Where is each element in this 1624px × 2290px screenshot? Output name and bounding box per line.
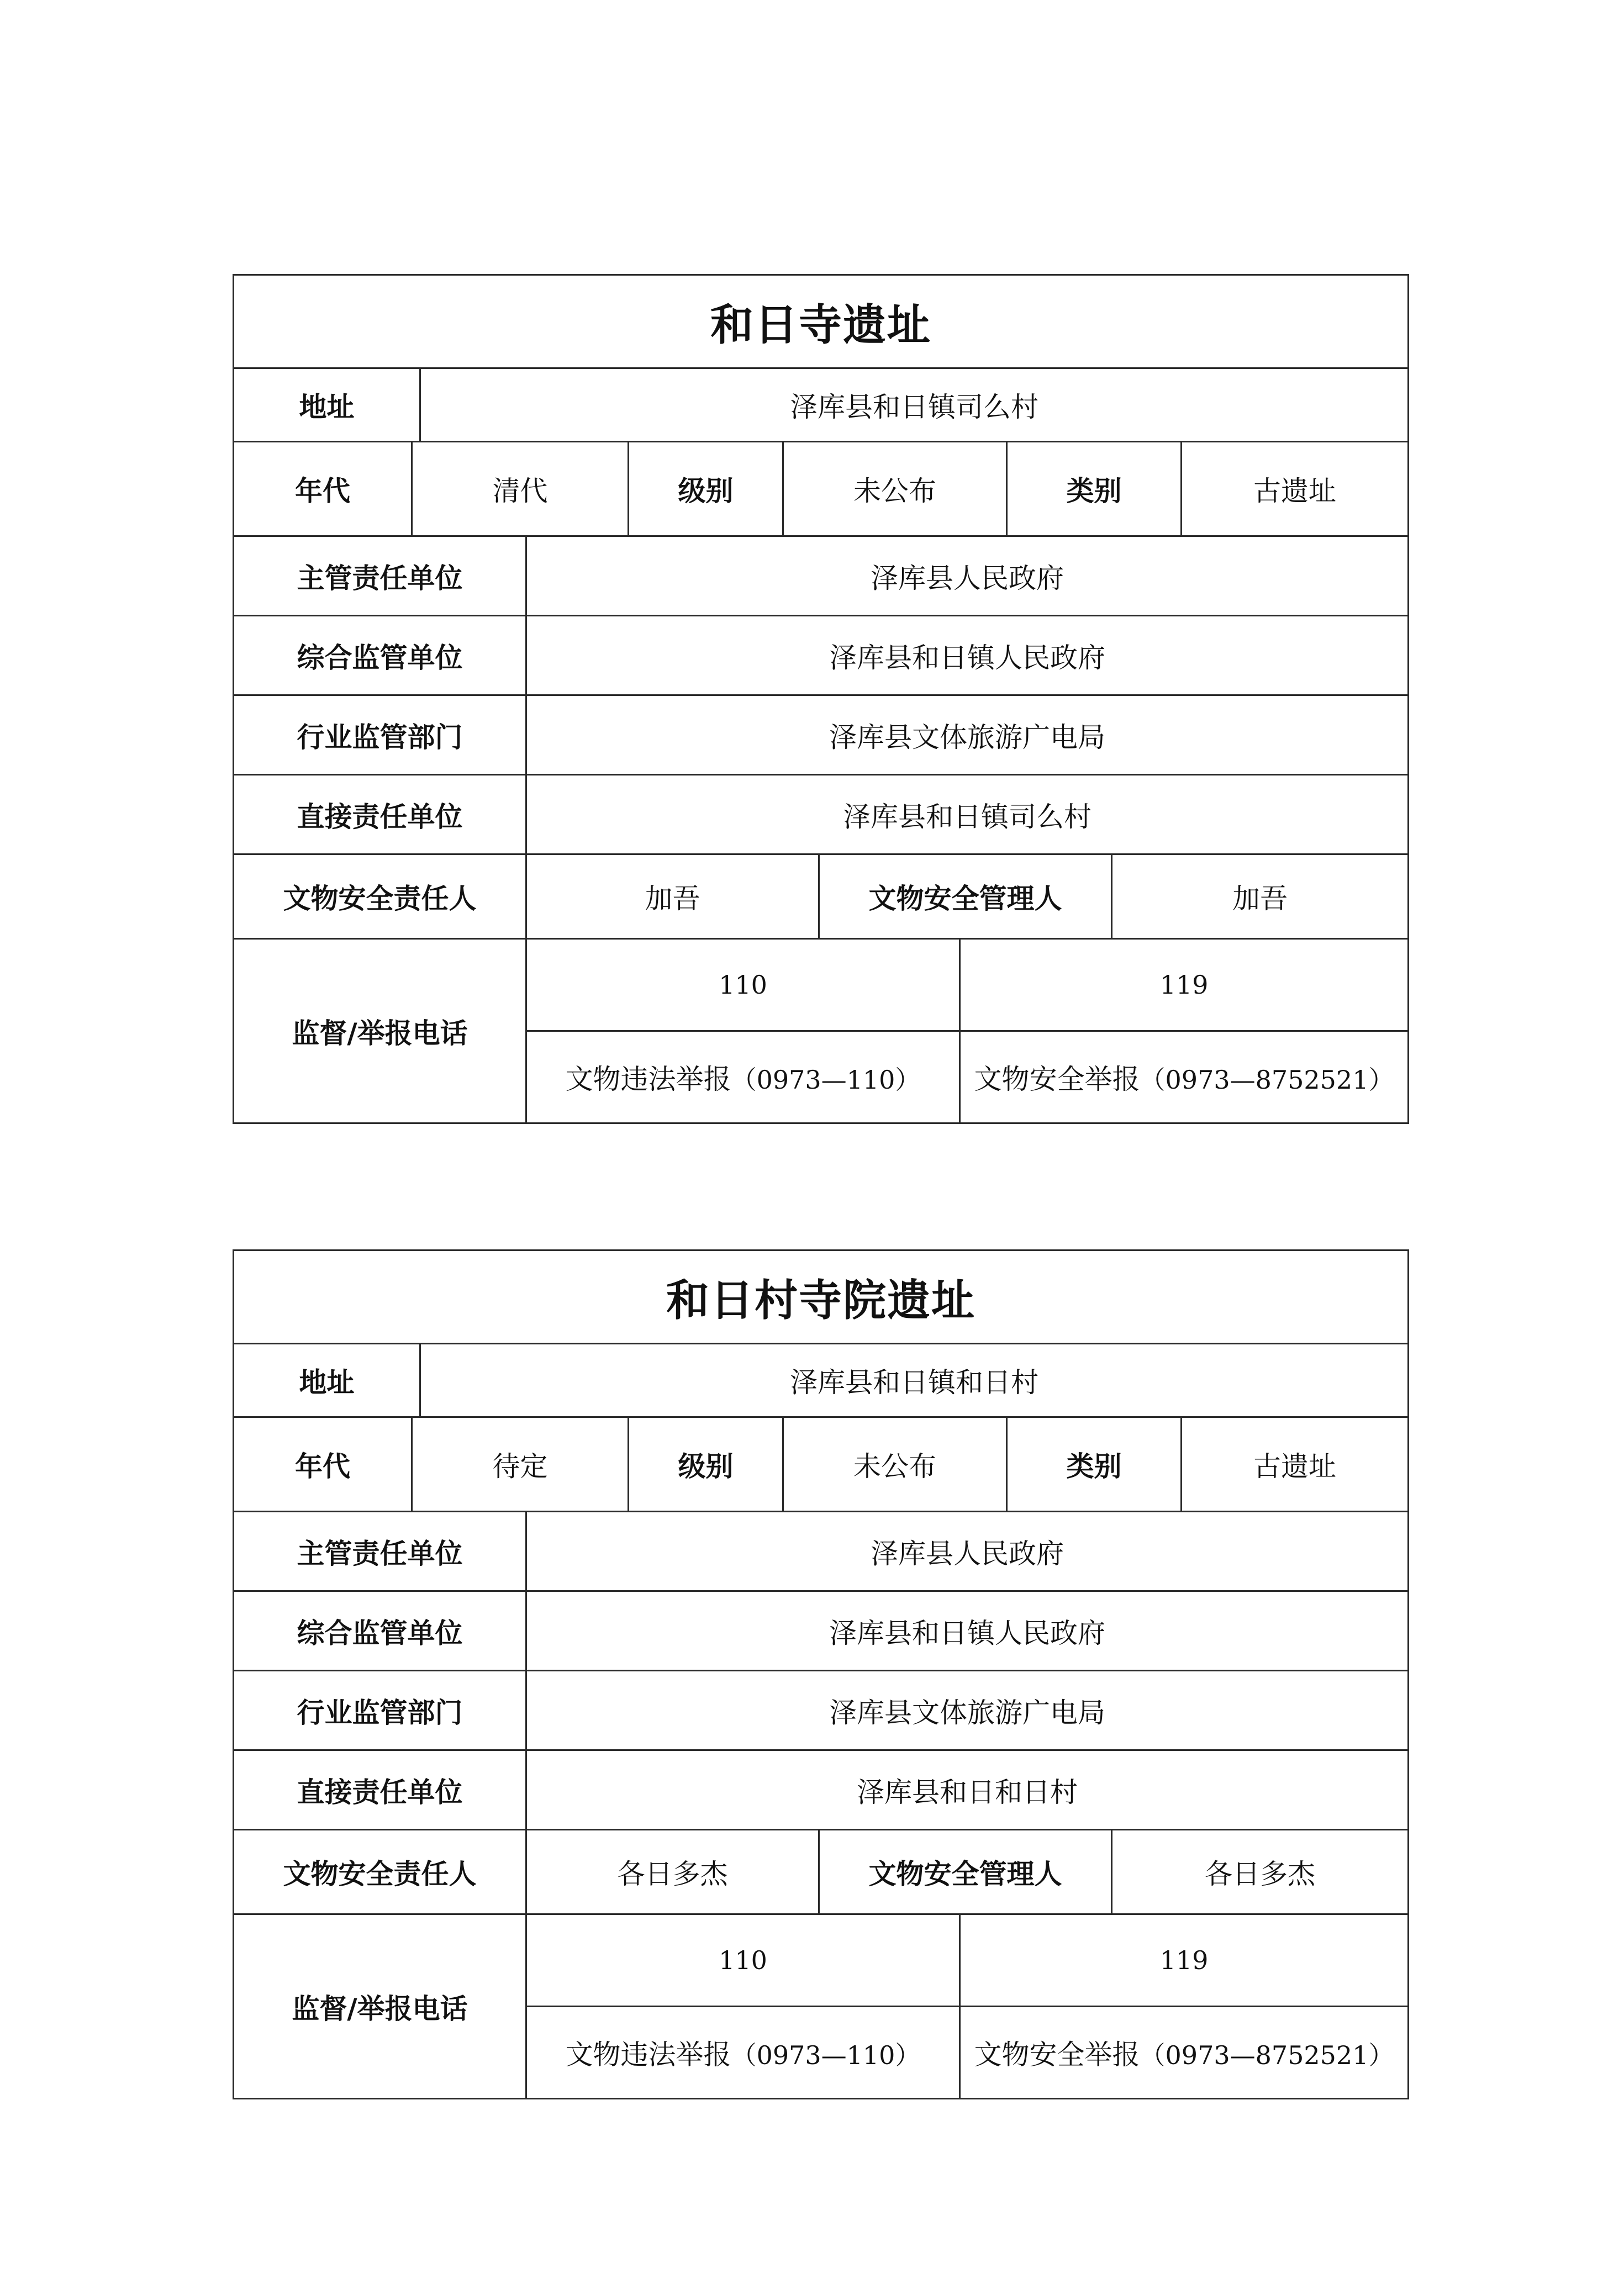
comprehensive-unit-value: 泽库县和日镇人民政府 [526, 616, 1409, 695]
site-units-table [233, 1511, 1409, 1915]
report-safety-text: 文物安全举报 [974, 1063, 1140, 1095]
competent-unit-label: 主管责任单位 [234, 536, 526, 616]
category-label: 类别 [1007, 442, 1182, 536]
safety-manager-label: 文物安全管理人 [819, 1830, 1112, 1914]
safety-manager-value: 各日多杰 [1112, 1830, 1409, 1914]
industry-dept-value: 泽库县文体旅游广电局 [526, 1671, 1409, 1750]
address-label: 地址 [234, 1344, 420, 1417]
hotline-label: 监督/举报电话 [234, 939, 526, 1123]
direct-unit-value: 泽库县和日和日村 [526, 1750, 1409, 1830]
level-label: 级别 [629, 442, 783, 536]
phone-police: 110 [526, 1914, 960, 2007]
report-illegal-number: （0973—110） [731, 2040, 921, 2070]
industry-dept-value: 泽库县文体旅游广电局 [526, 695, 1409, 775]
site-info-table [233, 274, 1409, 442]
address-label: 地址 [234, 368, 420, 442]
address-value: 泽库县和日镇和日村 [420, 1344, 1409, 1417]
era-label: 年代 [234, 442, 412, 536]
era-value: 清代 [412, 442, 629, 536]
report-safety-number: （0973—8752521） [1140, 2040, 1394, 2070]
category-value: 古遗址 [1182, 1417, 1409, 1512]
comprehensive-unit-label: 综合监管单位 [234, 1591, 526, 1671]
safety-responsible-label: 文物安全责任人 [234, 854, 526, 939]
report-illegal [526, 1031, 960, 1123]
competent-unit-label: 主管责任单位 [234, 1512, 526, 1591]
era-value: 待定 [412, 1417, 629, 1512]
address-value: 泽库县和日镇司么村 [420, 368, 1409, 442]
hotline-label: 监督/举报电话 [234, 1914, 526, 2099]
industry-dept-label: 行业监管部门 [234, 695, 526, 775]
site-units-table [233, 535, 1409, 940]
hotline-table [233, 938, 1409, 1124]
report-safety-number: （0973—8752521） [1140, 1065, 1394, 1095]
direct-unit-label: 直接责任单位 [234, 775, 526, 854]
hotline-table [233, 1913, 1409, 2099]
safety-responsible-value: 各日多杰 [526, 1830, 819, 1914]
category-label: 类别 [1007, 1417, 1182, 1512]
safety-manager-value: 加吾 [1112, 854, 1409, 939]
phone-fire: 119 [960, 1914, 1409, 2007]
report-safety-text: 文物安全举报 [974, 2039, 1140, 2071]
report-safety [960, 1031, 1409, 1123]
report-illegal-text: 文物违法举报 [565, 1063, 731, 1095]
site-card-2 [233, 1249, 1407, 2099]
site-title: 和日寺遗址 [234, 275, 1409, 368]
level-value: 未公布 [783, 1417, 1007, 1512]
site-era-table [233, 1416, 1409, 1512]
level-label: 级别 [629, 1417, 783, 1512]
direct-unit-label: 直接责任单位 [234, 1750, 526, 1830]
report-illegal [526, 2007, 960, 2099]
site-title: 和日村寺院遗址 [234, 1250, 1409, 1344]
era-label: 年代 [234, 1417, 412, 1512]
category-value: 古遗址 [1182, 442, 1409, 536]
competent-unit-value: 泽库县人民政府 [526, 1512, 1409, 1591]
safety-manager-label: 文物安全管理人 [819, 854, 1112, 939]
phone-police: 110 [526, 939, 960, 1031]
site-card-1 [233, 274, 1407, 1124]
competent-unit-value: 泽库县人民政府 [526, 536, 1409, 616]
site-era-table [233, 441, 1409, 537]
industry-dept-label: 行业监管部门 [234, 1671, 526, 1750]
report-illegal-text: 文物违法举报 [565, 2039, 731, 2071]
level-value: 未公布 [783, 442, 1007, 536]
direct-unit-value: 泽库县和日镇司么村 [526, 775, 1409, 854]
report-illegal-number: （0973—110） [731, 1065, 921, 1095]
comprehensive-unit-label: 综合监管单位 [234, 616, 526, 695]
comprehensive-unit-value: 泽库县和日镇人民政府 [526, 1591, 1409, 1671]
safety-responsible-label: 文物安全责任人 [234, 1830, 526, 1914]
site-info-table [233, 1249, 1409, 1418]
report-safety [960, 2007, 1409, 2099]
safety-responsible-value: 加吾 [526, 854, 819, 939]
phone-fire: 119 [960, 939, 1409, 1031]
